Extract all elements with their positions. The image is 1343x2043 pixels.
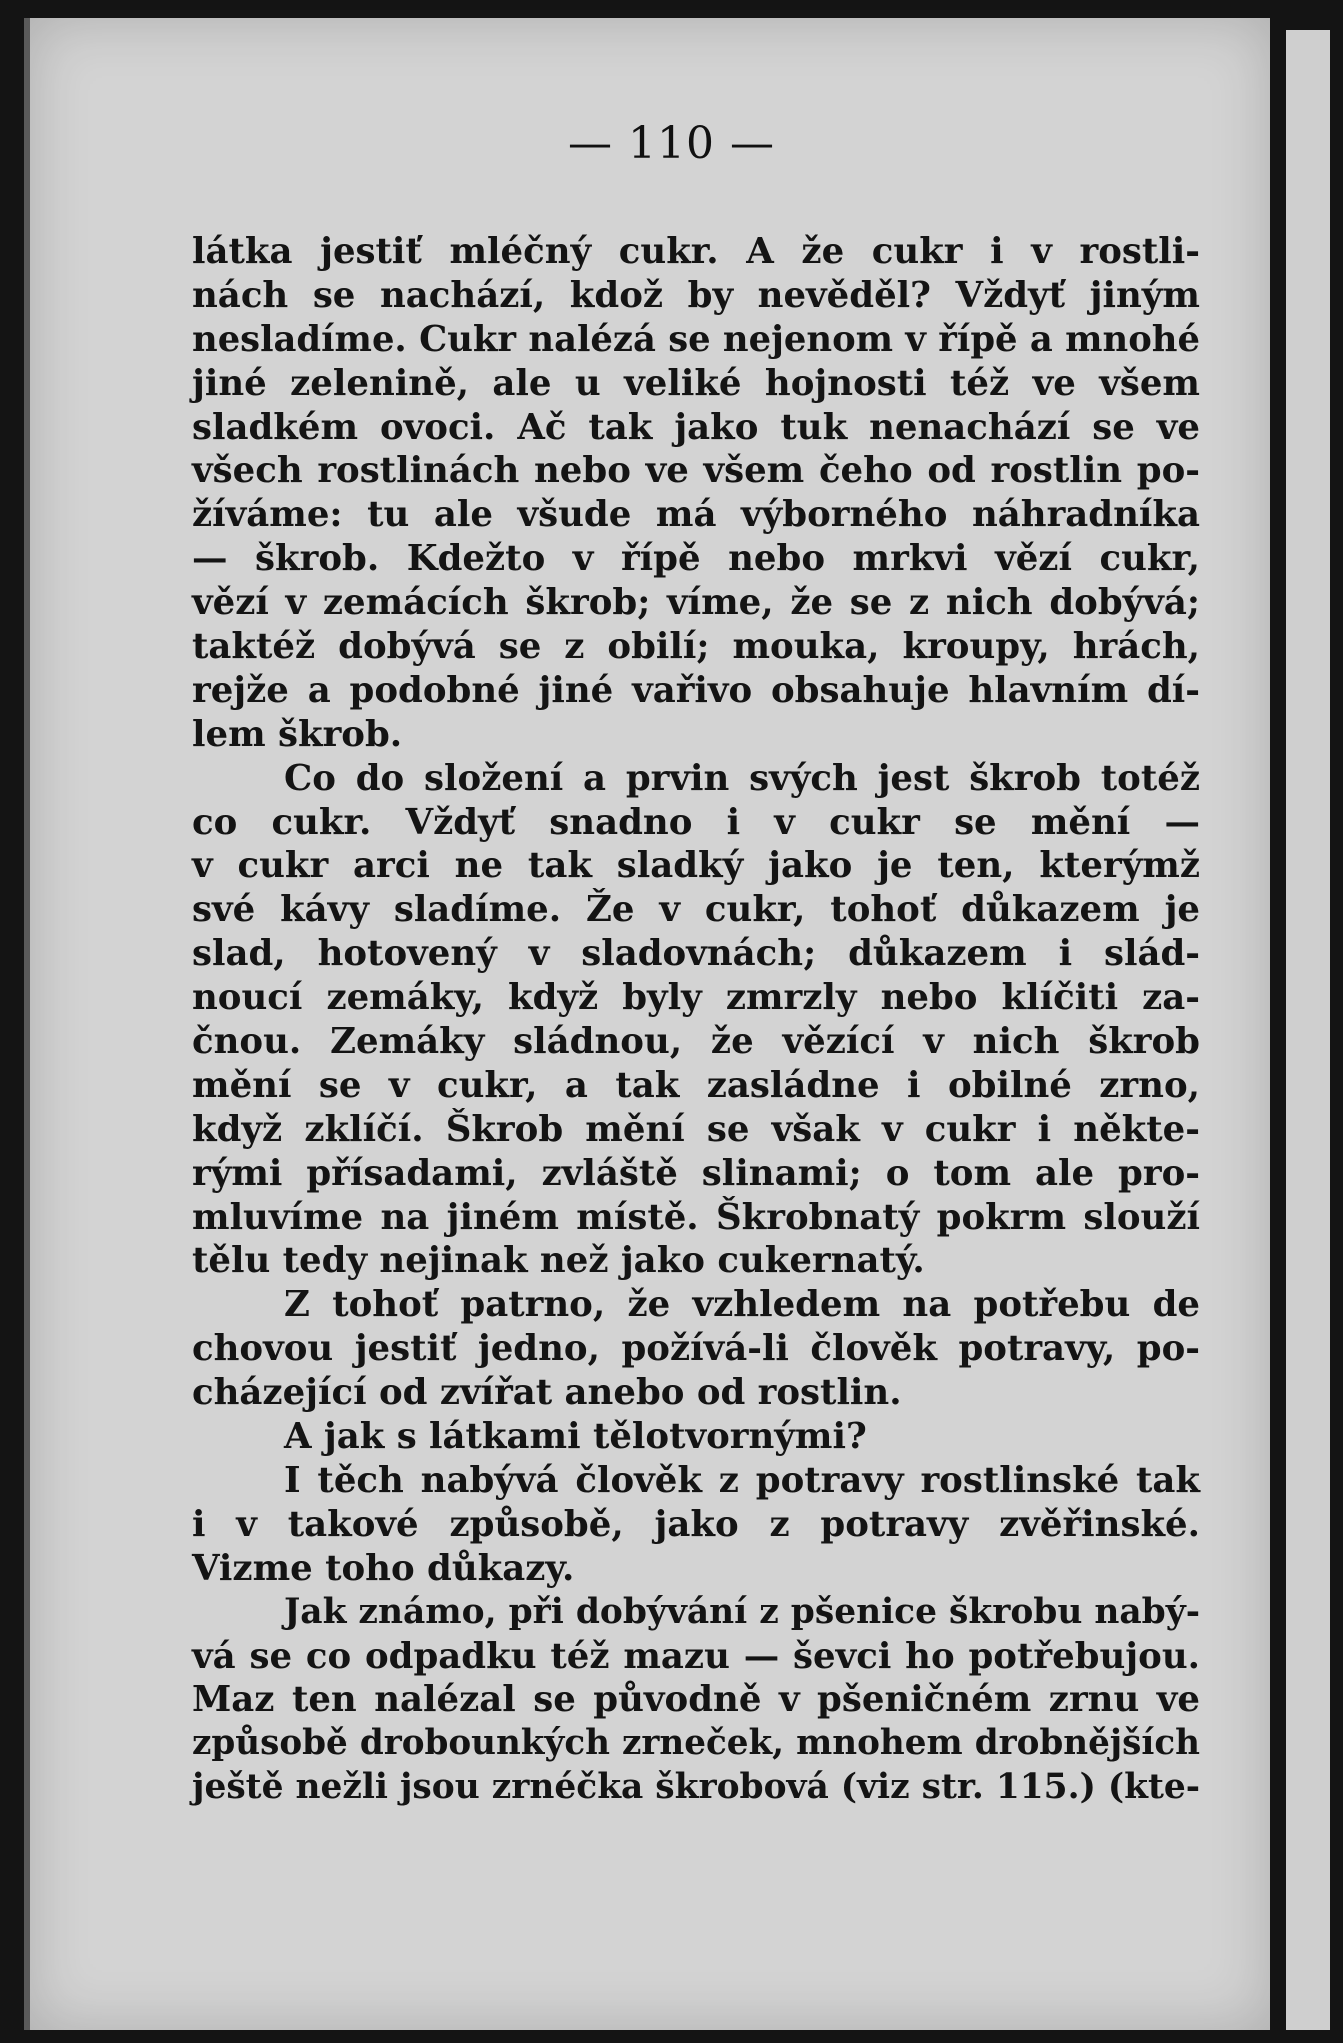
page-number: — 110 — bbox=[568, 118, 775, 169]
text-line: čnou. Zemáky sládnou, že vězící v nich škrob bbox=[192, 1021, 1200, 1063]
text-line: co cukr. Vždyť snadno i v cukr se mění — bbox=[192, 801, 1200, 843]
text-line: rými přísadami, zvláště slinami; o tom ale pro- bbox=[192, 1152, 1200, 1194]
text-line: tělu tedy nejinak než jako cukernatý. bbox=[192, 1240, 925, 1282]
text-line: lem škrob. bbox=[192, 713, 403, 755]
text-line: když zklíčí. Škrob mění se však v cukr i někte- bbox=[192, 1108, 1200, 1150]
text-line: Maz ten nalézal se původně v pšeničném zrnu ve bbox=[192, 1679, 1200, 1721]
text-line: Co do složení a prvin svých jest škrob totéž bbox=[284, 757, 1200, 799]
text-line: taktéž dobývá se z obilí; mouka, kroupy, hrách, bbox=[192, 626, 1200, 668]
text-line: jiné zelenině, ale u veliké hojnosti též ve všem bbox=[192, 362, 1200, 404]
text-line: vězí v zemácích škrob; víme, že se z nich dobývá; bbox=[192, 582, 1200, 624]
text-line: mění se v cukr, a tak zasládne i obilné zrno, bbox=[192, 1064, 1200, 1106]
text-line: v cukr arci ne tak sladký jako je ten, kterýmž bbox=[192, 845, 1200, 887]
text-line: ještě nežli jsou zrnéčka škrobová (viz str. 115.) (kte- bbox=[192, 1767, 1200, 1808]
body-text bbox=[192, 230, 1200, 1810]
text-line: cházející od zvířat anebo od rostlin. bbox=[192, 1372, 902, 1414]
text-line: všech rostlinách nebo ve všem čeho od rostlin po- bbox=[192, 450, 1200, 492]
text-line: způsobě drobounkých zrneček, mnohem drobnějších bbox=[192, 1723, 1200, 1764]
text-line: I těch nabývá člověk z potravy rostlinské tak bbox=[284, 1459, 1200, 1501]
text-line: Jak známo, při dobývání z pšenice škrobu nabý- bbox=[284, 1591, 1200, 1632]
adjacent-page-edge bbox=[1286, 30, 1330, 2030]
text-line: žíváme: tu ale všude má výborného náhradníka bbox=[192, 494, 1200, 536]
text-line: sladkém ovoci. Ač tak jako tuk nenachází se ve bbox=[192, 406, 1200, 448]
text-line: noucí zemáky, když byly zmrzly nebo klíčiti za- bbox=[192, 977, 1200, 1019]
text-line: A jak s látkami tělotvornými? bbox=[284, 1416, 867, 1458]
text-line: rejže a podobné jiné vařivo obsahuje hlavním dí- bbox=[192, 669, 1200, 711]
text-line: nách se nachází, kdož by nevěděl? Vždyť jiným bbox=[192, 274, 1200, 316]
text-line: slad, hotovený v sladovnách; důkazem i slád- bbox=[192, 933, 1200, 975]
text-line: vá se co odpadku též mazu — ševci ho potřebujou. bbox=[192, 1635, 1200, 1677]
text-line: chovou jestiť jedno, požívá-li člověk potravy, po- bbox=[192, 1328, 1200, 1370]
text-line: své kávy sladíme. Že v cukr, tohoť důkazem je bbox=[192, 889, 1200, 931]
text-line: i v takové způsobě, jako z potravy zvěřinské. bbox=[192, 1503, 1200, 1545]
text-line: Z tohoť patrno, že vzhledem na potřebu de bbox=[284, 1284, 1200, 1326]
text-line: mluvíme na jiném místě. Škrobnatý pokrm slouží bbox=[192, 1196, 1200, 1238]
text-line: — škrob. Kdežto v řípě nebo mrkvi vězí cukr, bbox=[192, 538, 1200, 580]
text-line: nesladíme. Cukr nalézá se nejenom v řípě a mnohé bbox=[192, 318, 1200, 360]
text-line: látka jestiť mléčný cukr. A že cukr i v rostli- bbox=[192, 231, 1200, 272]
text-line: Vizme toho důkazy. bbox=[192, 1547, 575, 1589]
